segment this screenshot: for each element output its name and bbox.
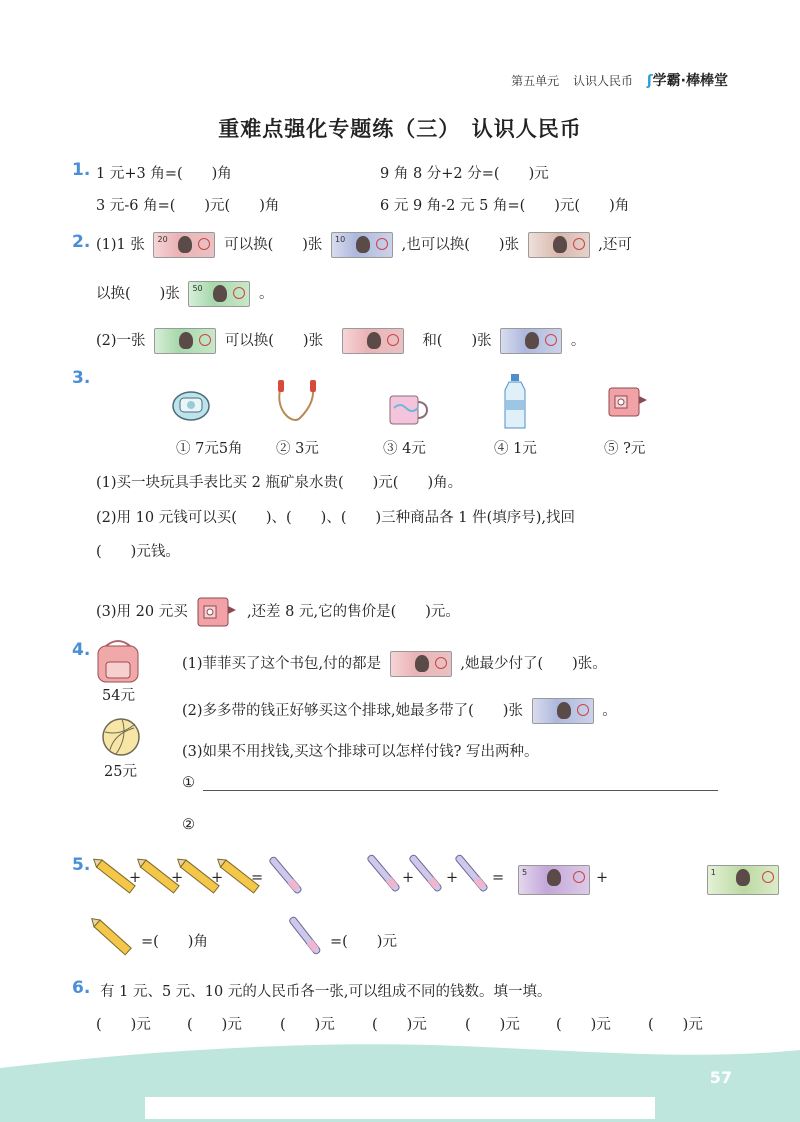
banknote-20-icon: [528, 232, 590, 258]
ball-price: 25元: [104, 764, 137, 780]
seal-icon: [545, 334, 557, 346]
seal-icon: [577, 704, 589, 716]
pencil-sharpener-icon: [603, 382, 649, 422]
note-value: 50: [192, 284, 203, 293]
q6-blank: ( )元: [556, 1017, 611, 1033]
banknote-5-icon: [518, 865, 590, 895]
q2-part2: [96, 328, 585, 354]
seal-icon: [376, 238, 388, 250]
q2-text: 和( )张: [422, 333, 492, 349]
q4-text: (2)多多带的钱正好够买这个排球,她最多带了( )张: [182, 703, 523, 719]
portrait-icon: [736, 869, 750, 886]
q6-blank: ( )元: [187, 1017, 242, 1033]
q2-text: 可以换( )张: [224, 333, 324, 349]
portrait-icon: [178, 236, 192, 253]
answer-2-marker: ②: [182, 817, 195, 833]
q1-line1-right: 9 角 8 分+2 分=( )元: [380, 166, 549, 182]
banknote-20-icon: [390, 651, 452, 677]
unit-label: 第五单元: [511, 74, 560, 88]
bag-price: 54元: [102, 688, 135, 704]
q2-text: (1)1 张: [96, 237, 145, 253]
q2-part1-line2: [96, 281, 274, 307]
page-header: [511, 70, 728, 90]
q2-text: (2)一张: [96, 333, 146, 349]
footer-white-bar: [145, 1097, 655, 1119]
portrait-icon: [557, 702, 571, 719]
q1-line1-left: 1 元+3 角=( )角: [96, 166, 232, 182]
plus-sign: +: [596, 870, 609, 886]
item-2-label: ② 3元: [276, 441, 319, 457]
q4-sub2: [182, 698, 617, 724]
plus-sign: +: [446, 870, 459, 886]
q2-part1-line1: [96, 232, 632, 258]
portrait-icon: [213, 285, 227, 302]
portrait-icon: [415, 655, 429, 672]
banknote-50-icon: [188, 281, 250, 307]
question-5-number: 5.: [72, 855, 91, 875]
banknote-10-icon: [331, 232, 393, 258]
q6-blank: ( )元: [648, 1017, 703, 1033]
q4-text: 。: [602, 703, 617, 719]
q4-text: (1)菲菲买了这个书包,付的都是: [182, 656, 382, 672]
q2-text: 。: [570, 333, 586, 349]
cup-icon: [386, 392, 432, 428]
q4-text: ,她最少付了( )张。: [460, 656, 607, 672]
seal-icon: [198, 238, 210, 250]
banknote-20-icon: [153, 232, 215, 258]
q3-text: ,还差 8 元,它的售价是( )元。: [246, 604, 460, 620]
volleyball-icon: [100, 716, 142, 758]
equals-sign: =: [251, 870, 264, 886]
pen-icon: [284, 912, 334, 964]
q6-blank: ( )元: [465, 1017, 520, 1033]
portrait-icon: [356, 236, 370, 253]
seal-icon: [435, 657, 447, 669]
answer-1-marker: ①: [182, 775, 195, 791]
question-1-number: 1.: [72, 160, 91, 180]
portrait-icon: [553, 236, 567, 253]
plus-sign: +: [129, 870, 142, 886]
jump-rope-icon: [272, 378, 322, 430]
brand-logo: [647, 73, 728, 89]
q3-text: (3)用 20 元买: [96, 604, 188, 620]
plus-sign: +: [171, 870, 184, 886]
portrait-icon: [547, 869, 561, 886]
pen-icon: [269, 856, 303, 894]
pencil-equation: =( )角: [141, 934, 208, 950]
question-3-number: 3.: [72, 368, 91, 388]
water-bottle-icon: [500, 372, 530, 432]
seal-icon: [573, 871, 585, 883]
item-1-label: ① 7元5角: [176, 441, 243, 457]
banknote-1-icon: [707, 865, 779, 895]
pencil-sharpener-icon: [192, 592, 242, 632]
topic-label: 认识人民币: [573, 74, 634, 88]
banknote-20-icon: [342, 328, 404, 354]
q3-sub2-cont: ( )元钱。: [96, 544, 180, 560]
portrait-icon: [525, 332, 539, 349]
note-value: 10: [335, 235, 346, 244]
q3-sub3: [96, 592, 460, 632]
pen-icon: [455, 854, 489, 892]
seal-icon: [387, 334, 399, 346]
q2-text: 。: [259, 286, 274, 302]
banknote-10-icon: [532, 698, 594, 724]
q3-sub2: (2)用 10 元钱可以买( )、( )、( )三种商品各 1 件(填序号),找回: [96, 510, 576, 526]
banknote-50-icon: [154, 328, 216, 354]
question-2-number: 2.: [72, 232, 91, 252]
portrait-icon: [367, 332, 381, 349]
seal-icon: [233, 287, 245, 299]
plus-sign: +: [402, 870, 415, 886]
toy-watch-icon: [166, 382, 216, 426]
item-4-label: ④ 1元: [494, 441, 537, 457]
pen-icon: [367, 854, 401, 892]
note-value: 5: [522, 868, 528, 877]
q2-text: ,也可以换( )张: [401, 237, 520, 253]
q2-text: ,还可: [598, 237, 632, 253]
brand-name: 学霸·棒棒堂: [652, 73, 728, 89]
page-number: 57: [709, 1068, 732, 1087]
q2-text: 可以换( )张: [224, 237, 323, 253]
q2-text: 以换( )张: [96, 286, 180, 302]
question-4-number: 4.: [72, 640, 91, 660]
q3-sub1: (1)买一块玩具手表比买 2 瓶矿泉水贵( )元( )角。: [96, 475, 463, 491]
page-title: 重难点强化专题练（三） 认识人民币: [218, 117, 582, 141]
seal-icon: [762, 871, 774, 883]
q6-statement: 有 1 元、5 元、10 元的人民币各一张,可以组成不同的钱数。填一填。: [100, 984, 552, 1000]
pen-equation: =( )元: [330, 934, 397, 950]
q6-blank: ( )元: [372, 1017, 427, 1033]
seal-icon: [199, 334, 211, 346]
item-3-label: ③ 4元: [383, 441, 426, 457]
portrait-icon: [179, 332, 193, 349]
banknote-10-icon: [500, 328, 562, 354]
pencil-icon: [90, 914, 140, 964]
brand-swoosh-icon: ʃ: [646, 73, 653, 89]
q1-line2-left: 3 元-6 角=( )元( )角: [96, 198, 280, 214]
question-6-number: 6.: [72, 978, 91, 998]
equals-sign: =: [492, 870, 505, 886]
answer-1-line[interactable]: [203, 790, 718, 791]
q6-blank: ( )元: [280, 1017, 335, 1033]
seal-icon: [573, 238, 585, 250]
q1-line2-right: 6 元 9 角-2 元 5 角=( )元( )角: [380, 198, 630, 214]
q4-sub1: [182, 651, 607, 677]
item-5-label: ⑤ ?元: [604, 441, 646, 457]
school-bag-icon: [92, 638, 144, 686]
q4-sub3: (3)如果不用找钱,买这个排球可以怎样付钱? 写出两种。: [182, 744, 539, 760]
note-value: 1: [710, 868, 716, 877]
q6-blank: ( )元: [96, 1017, 151, 1033]
plus-sign: +: [211, 870, 224, 886]
note-value: 20: [157, 235, 168, 244]
